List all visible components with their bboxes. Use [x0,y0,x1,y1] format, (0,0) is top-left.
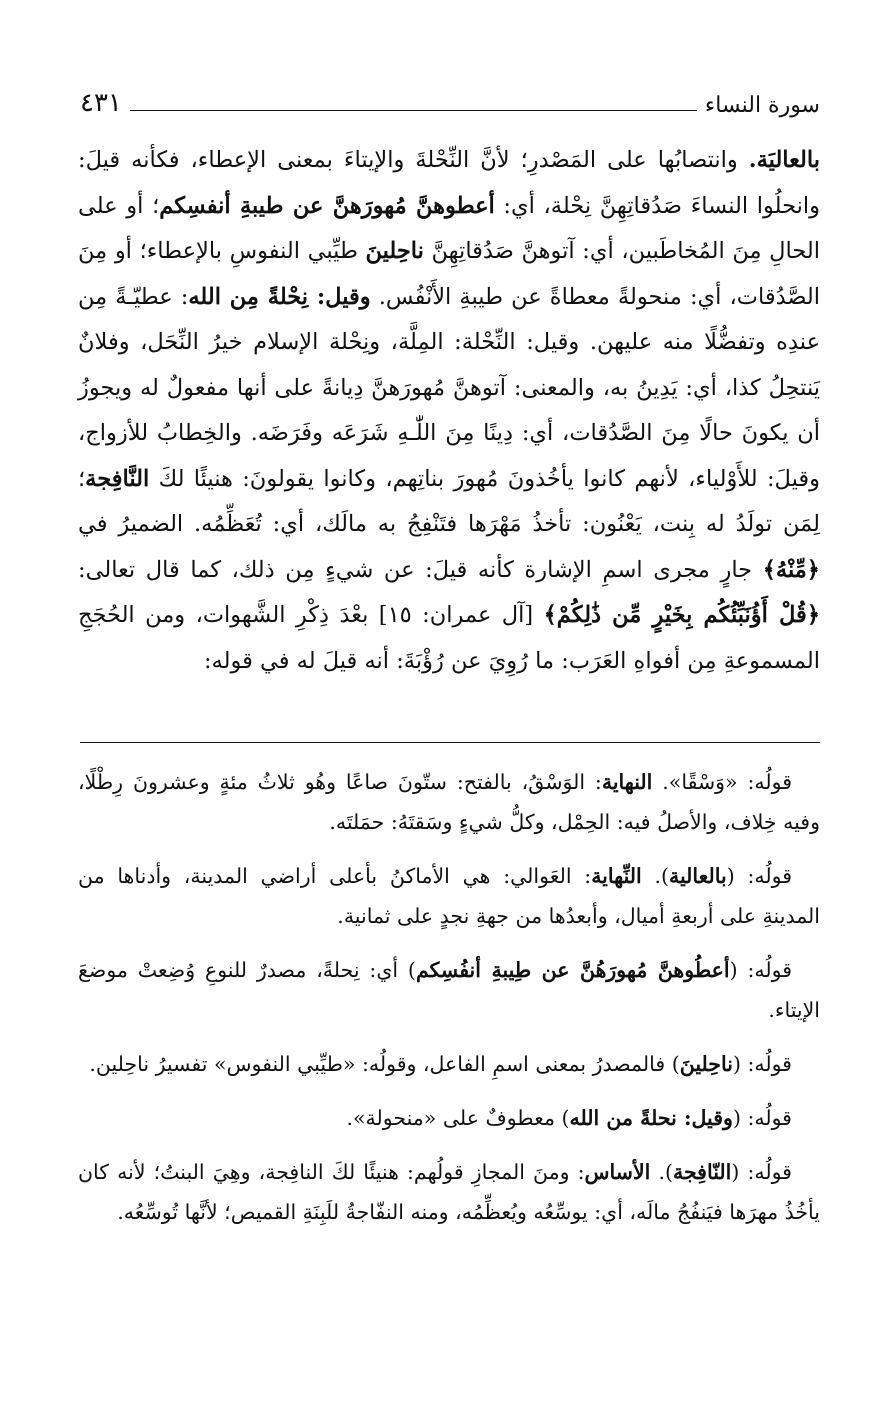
footnote-text: ) أي: نِحلةً، مصدرٌ للنوعِ وُضِعتْ موضعَ الإيتاء. [78,958,820,1022]
main-bold-phrase: ﴿مِّنْهُ﴾ [762,556,820,583]
main-bold-phrase: ﴿قُلْ أَؤُنَبِّئُكُم بِخَيْرٍ مِّن ذَٰلِكُمْ﴾ [543,602,820,628]
main-text: جارٍ مجرى اسمِ الإشارة كأنه قيلَ: عن شيءٍ مِن ذلك، كما قال تعالى: [78,556,763,583]
running-head [80,82,820,118]
main-bold-phrase: النَّافِجة [85,465,150,492]
footnote-text: ) معطوفٌ على «منحولة». [346,1106,570,1130]
footnote-text: قولُه: ( [726,864,792,888]
main-text: ؛ لِمَن تولَدُ له بِنت، يَعْنُون: تأخذُ مَهْرَها فتَنْفِجُ به مالَك، أي: تُعَظِّمُه. الضميرُ في [78,465,820,537]
footnote-bold-phrase: وقيل: نحلةً من الله [569,1106,733,1130]
footnotes [78,762,820,1246]
surah-name: سورة النساء [704,93,820,118]
main-text: طيِّبي النفوسِ بالإعطاء؛ أو مِنَ الصَّدُقات، أي: منحولةً معطاةً عن طيبةِ الأَنْفُس. [78,238,820,310]
footnote-bold-phrase: النهاية [601,770,653,794]
footnote [78,856,820,936]
footnote [78,1152,820,1232]
main-bold-phrase: ناحِلينَ [365,238,424,264]
main-text: وانتصابُها على المَصْدرِ؛ لأنَّ النِّحْلةَ والإيتاءَ بمعنى الإعطاء، فكأنه قيلَ: وانحلُوا النساءَ صَدُقاتِهِنَّ نِحْلة، أي: [78,147,820,219]
footnote-separator [80,742,820,743]
main-text: ؛ أو على الحالِ مِنَ المُخاطَبين، أي: آتوهنَّ صَدُقاتِهِنَّ [78,192,820,264]
footnote-text: ) فالمصدرُ بمعنى اسمِ الفاعل، وقولُه: «طيِّبي النفوس» تفسيرُ ناحِلين. [89,1052,680,1076]
footnote-text: قولُه: ( [729,958,792,982]
footnote-text: قولُه: «وَسْقًا». [652,770,792,794]
footnote-bold-phrase: بالعالية [668,864,727,888]
main-bold-phrase: أعطوهنَّ مُهورَهنَّ عن طيبةِ أنفسِكم [159,192,495,219]
footnote-text: قولُه: ( [732,1106,792,1130]
footnote-text: ). [650,1160,673,1184]
footnote-text: قولُه: ( [732,1052,792,1076]
footnote-text: : العَوالي: هي الأماكنُ بأعلى أراضي المدينة، وأدناها من المدينةِ على أربعةِ أميال، وأبعدُها من جهةِ نجدٍ على ثمانية. [78,864,820,928]
footnote-bold-phrase: الأساس [584,1160,651,1184]
footnote-bold-phrase: أعطُوهنَّ مُهورَهُنَّ عن طِيبةِ أنفُسِكم [415,958,730,982]
main-bold-phrase: وقيل: نِحْلةً مِن الله [188,283,371,310]
footnote [78,950,820,1030]
footnote-bold-phrase: النّافِجة [672,1160,732,1184]
footnote-text: : ومنَ المجازِ قولُهم: هنيئًا لكَ النافِجة، وهِيَ البنتُ؛ لأنه كان يأخُذُ مهرَها فيَنفُجُ مالَه، أي: يوسِّعُه ويُعظِّمُه، ومنه النفّاجةُ للَبِنَةِ القميص؛ لأنَّها تُوسِّعُه. [78,1160,820,1224]
footnote [78,1044,820,1084]
footnote-text: ). [641,864,669,888]
header-rule [130,110,697,111]
footnote [78,762,820,842]
main-paragraph [78,138,820,684]
page-number: ٤٣١ [80,88,122,118]
main-text [78,138,820,684]
main-text: [آل عمران: ١٥] بعْدَ ذِكْرِ الشَّهوات، ومن الحُجَجِ المسموعةِ مِن أفواهِ العَرَب: ما رُوِيَ عن رُؤْبَةَ: أنه قيلَ له في قوله: [78,602,820,674]
footnote-text: قولُه: ( [731,1160,792,1184]
footnote [78,1098,820,1138]
main-bold-phrase: بالعاليَة. [748,147,820,173]
footnote-bold-phrase: ناحِلينَ [679,1052,733,1076]
footnote-bold-phrase: النِّهاية [591,864,642,888]
footnote-text: : الوَسْقُ، بالفتح: ستّونَ صاعًا وهُو ثلاثُ مئةٍ وعشرونَ رِطْلًا، وفيه خِلاف، والأصلُ فيه: الحِمْل، وكلُّ شيءٍ وسَقتَهُ: حمَلتَه. [78,770,820,834]
main-text: : عطيّـةً مِن عندِه وتفضُّلًا منه عليهن. وقيل: النِّحْلة: المِلَّة، ونِحْلة الإسلام خيرُ النِّحَل، وفلانٌ يَنتحِلُ كذا، أي: يَدِينُ به، والمعنى: آتوهنَّ مُهورَهنَّ دِيانةً على أنها مفعولٌ له ويجوزُ أن يكونَ حالًا مِنَ الصَّدُقات، أي: دِينًا مِنَ اللّٰـهِ شَرَعَه وفَرَضَه. والخِطابُ للأزواج، وقيلَ: للأَوْلياء، لأنهم كانوا يأخُذونَ مُهورَ بناتِهم، وكانوا يقولونَ: هنيئًا لكَ [78,283,820,492]
